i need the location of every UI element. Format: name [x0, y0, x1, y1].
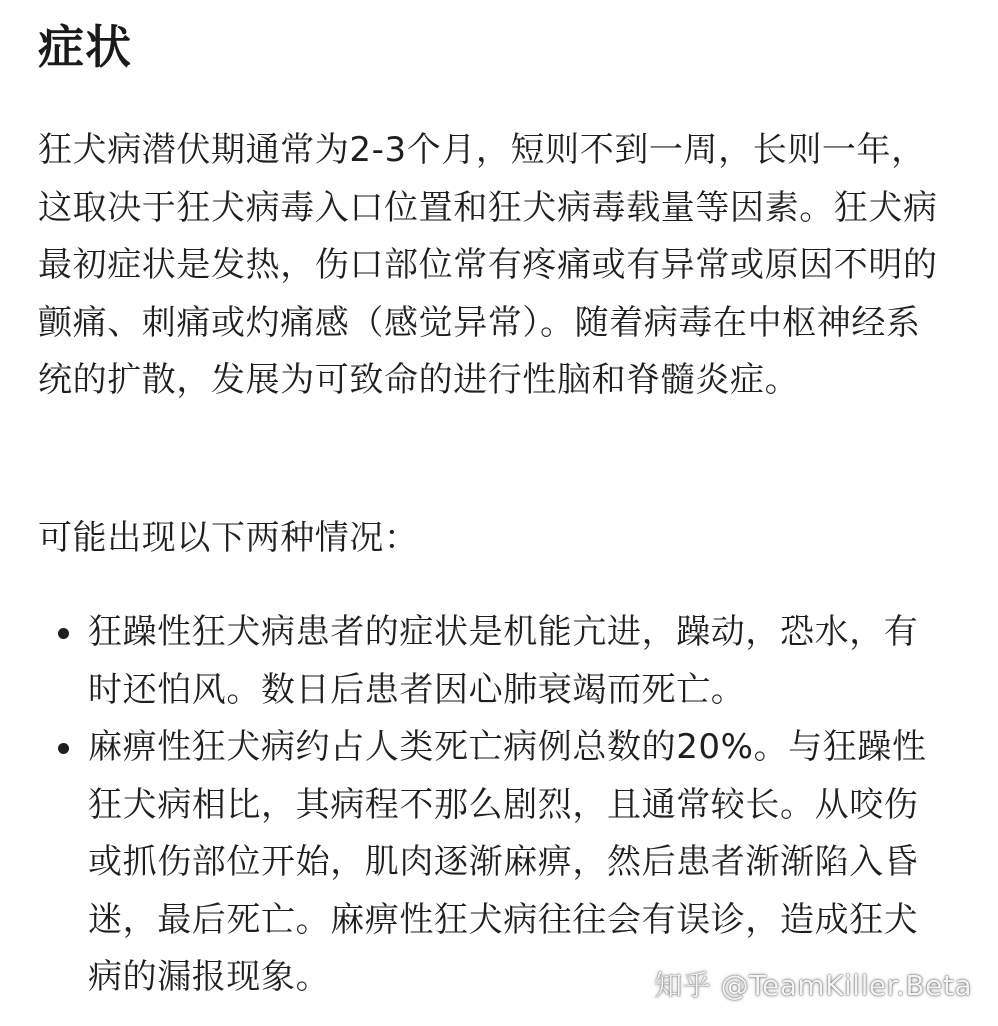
section-heading: 症状 — [38, 20, 132, 74]
cases-lead-text: 可能出现以下两种情况： — [38, 518, 419, 558]
bullet-dot-icon — [58, 628, 69, 639]
list-item-text: 麻痹性狂犬病约占人类死亡病例总数的20%。与狂躁性狂犬病相比，其病程不那么剧烈，且通常较长。从咬伤或抓伤部位开始，肌肉逐渐麻痹，然后患者渐渐陷入昏迷，最后死亡。麻痹性狂犬病往往会有误诊，造成狂犬病的漏报现象。 — [88, 727, 927, 997]
symptoms-paragraph: 狂犬病潜伏期通常为2-3个月，短则不到一周，长则一年，这取决于狂犬病毒入口位置和狂犬病毒载量等因素。狂犬病最初症状是发热，伤口部位常有疼痛或有异常或原因不明的颤痛、刺痛或灼痛感（感觉异常）。随着病毒在中枢神经系统的扩散，发展为可致命的进行性脑和脊髓炎症。 — [38, 130, 938, 400]
cases-list — [0, 604, 998, 1007]
list-item — [0, 604, 946, 719]
bullet-dot-icon — [58, 743, 69, 754]
zhihu-watermark: 知乎 @TeamKiller.Beta — [654, 969, 972, 1002]
list-item-text: 狂躁性狂犬病患者的症状是机能亢进，躁动，恐水，有时还怕风。数日后患者因心肺衰竭而死亡。 — [88, 612, 919, 710]
